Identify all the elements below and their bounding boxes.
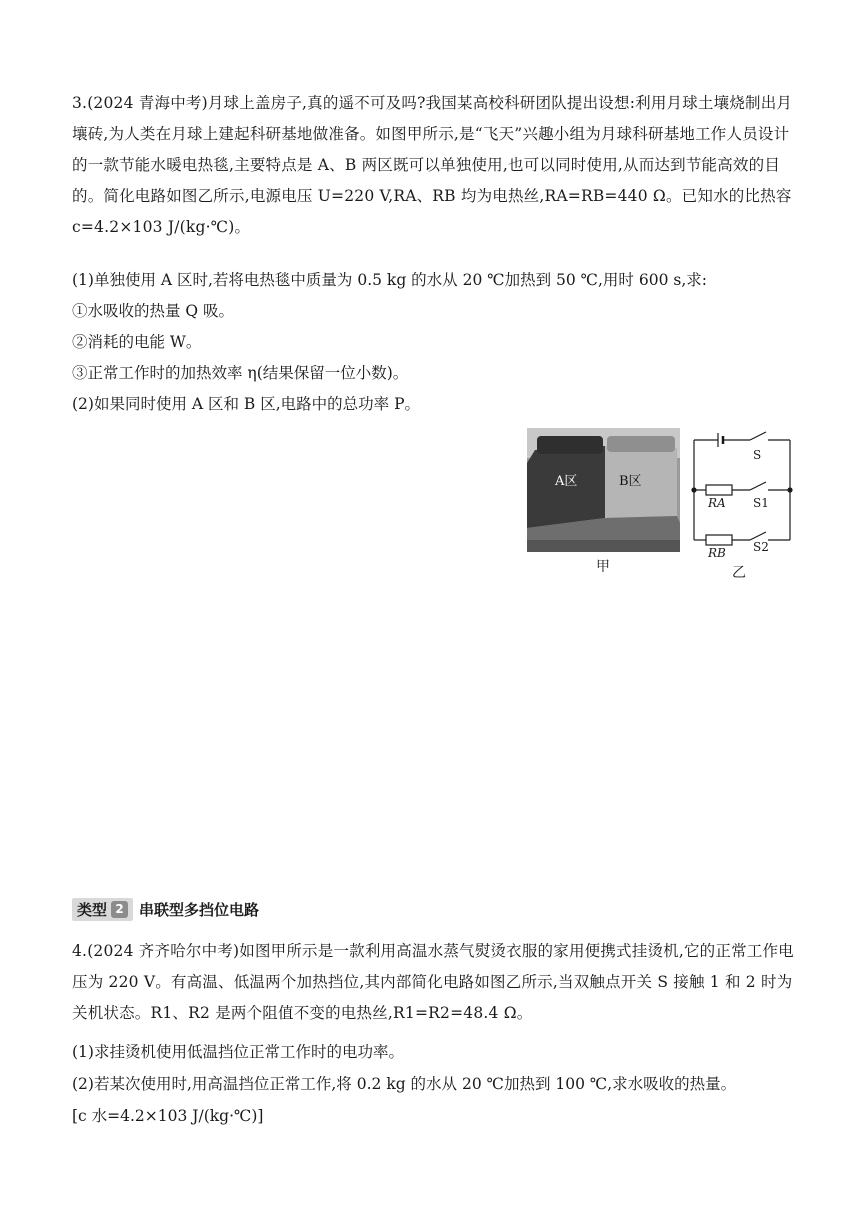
resistor-a-label: RA <box>708 496 726 510</box>
section-heading <box>72 898 259 920</box>
question-3-item-1: ①水吸收的热量 Q 吸。 <box>72 302 235 320</box>
figure-yi-caption: 乙 <box>732 565 746 581</box>
question-3-part-1: (1)单独使用 A 区时,若将电热毯中质量为 0.5 kg 的水从 20 ℃加热到 50 ℃,用时 600 s,求: <box>72 271 707 289</box>
switch-s1-label: S1 <box>753 496 769 510</box>
figure-jia-photo <box>527 428 680 552</box>
question-3-part-2: (2)如果同时使用 A 区和 B 区,电路中的总功率 P。 <box>72 395 421 413</box>
section-number: 2 <box>111 901 128 918</box>
switch-s-label: S <box>753 448 762 462</box>
switch-s2-label: S2 <box>753 540 769 554</box>
question-4-part-2: (2)若某次使用时,用高温挡位正常工作,将 0.2 kg 的水从 20 ℃加热到 100 ℃,求水吸收的热量。 <box>72 1075 737 1093</box>
section-title: 串联型多挡位电路 <box>139 900 260 919</box>
section-tag <box>72 898 133 921</box>
question-4-part-1: (1)求挂烫机使用低温挡位正常工作时的电功率。 <box>72 1043 404 1061</box>
section-tag-label: 类型 <box>77 900 108 919</box>
figure-jia-caption: 甲 <box>596 559 610 575</box>
figure-yi-circuit <box>690 430 796 560</box>
zone-b-label: B区 <box>619 474 642 489</box>
resistor-b-label: RB <box>708 546 726 560</box>
question-4-text: 4.(2024 齐齐哈尔中考)如图甲所示是一款利用高温水蒸气熨烫衣服的家用便携式挂烫机,它的正常工作电压为 220 V。有高温、低温两个加热挡位,其内部简化电路如图乙所示,当双触点开关 S 接触 1 和 2 时为关机状态。R1、R2 是两个阻值不变的电热丝,R1=R2=48.4 Ω。 <box>72 942 794 1022</box>
question-3-item-2: ②消耗的电能 W。 <box>72 333 202 351</box>
question-4-constant: [c 水=4.2×103 J/(kg·℃)] <box>72 1107 264 1125</box>
question-3-text: 3.(2024 青海中考)月球上盖房子,真的遥不可及吗?我国某高校科研团队提出设想:利用月球土壤烧制出月壤砖,为人类在月球上建起科研基地做准备。如图甲所示,是“飞天”兴趣小组为月球科研基地工作人员设计的一款节能水暖电热毯,主要特点是 A、B 两区既可以单独使用,也可以同时使用,从而达到节能高效的目的。简化电路如图乙所示,电源电压 U=220 V,RA、RB 均为电热丝,RA=RB=440 Ω。已知水的比热容 c=4.2×103 J/(kg·℃)。 <box>72 94 793 236</box>
zone-a-label: A区 <box>555 474 578 489</box>
question-3-item-3: ③正常工作时的加热效率 η(结果保留一位小数)。 <box>72 364 409 382</box>
